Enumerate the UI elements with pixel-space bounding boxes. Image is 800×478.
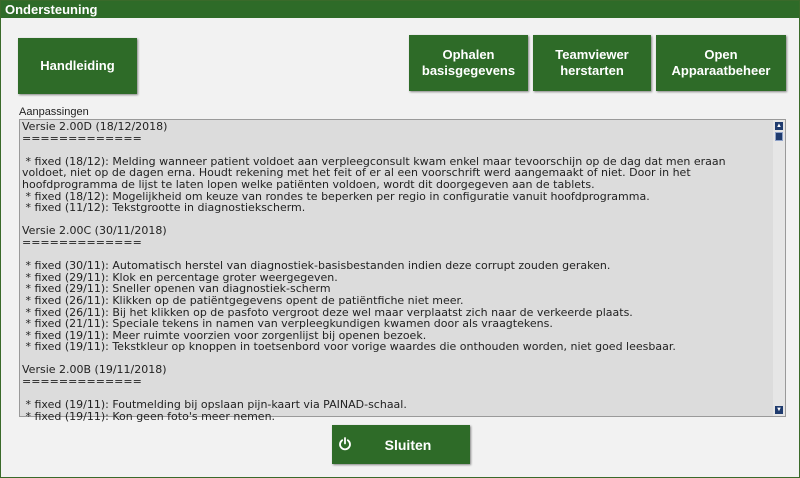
arrow-up-icon[interactable]: ▲ <box>776 123 782 129</box>
ophalen-label-line2: basisgegevens <box>421 63 516 78</box>
open-apparaatbeheer-button[interactable] <box>656 35 786 91</box>
apparaat-label-line2: Apparaatbeheer <box>671 63 771 78</box>
power-icon <box>338 437 352 451</box>
apparaat-label-line1: Open <box>704 47 738 62</box>
teamviewer-herstarten-button[interactable] <box>533 35 651 91</box>
sluiten-button[interactable] <box>332 425 470 464</box>
handleiding-button[interactable] <box>18 38 137 94</box>
changelog-textbox[interactable] <box>19 119 786 423</box>
handleiding-button-label: Handleiding <box>40 58 115 73</box>
teamviewer-label-line2: herstarten <box>560 63 624 78</box>
changelog-scrollbar[interactable] <box>773 120 785 416</box>
arrow-down-icon[interactable]: ▼ <box>776 407 782 413</box>
sluiten-button-label: Sluiten <box>384 436 432 453</box>
teamviewer-label-line1: Teamviewer <box>555 47 629 62</box>
scroll-thumb[interactable] <box>775 132 783 141</box>
window-title: Ondersteuning <box>1 1 799 18</box>
ophalen-label-line1: Ophalen <box>442 47 495 62</box>
ophalen-basisgegevens-button[interactable] <box>409 35 528 91</box>
aanpassingen-label: Aanpassingen <box>19 106 89 118</box>
changelog-text: Versie 2.00D (18/12/2018) ============= * fixed (18/12): Melding wanneer patient voldoet aan verpleegconsult kwam enkel maar tevoorschijn op de dag dat men eraan voldoet, niet op de dagen erna. Houdt rekening met het feit of er al een voorschrift werd aangemaakt of niet. Door in het hoofdprogramma de lijst te laten lopen welke patiënten voldoen, wordt dit doorgegeven aan de tablets. * fixed (18/12): Mogelijkheid om keuze van rondes te beperken per regio in configuratie vanuit hoofdprogramma. * fixed (11/12): Tekstgrootte in diagnostiekscherm. Versie 2.00C (30/11/2018) ============= * fixed (30/11): Automatisch herstel van diagnostiek-basisbestanden indien deze corrupt zouden geraken. * fixed (29/11): Klok en percentage groter weergegeven. * fixed (29/11): Sneller openen van diagnostiek-scherm * fixed (26/11): Klikken op de patiëntgegevens opent de patiëntfiche niet meer. * fixed (26/11): Bij het klikken op de pasfoto vergroot deze wel maar verplaatst zich naar de verkeerde plaats. * fixed (21/11): Speciale tekens in namen van verpleegkundigen kwamen door als vraagtekens. * fixed (19/11): Meer ruimte voorzien voor zorgenlijst bij openen bezoek. * fixed (19/11): Tekstkleur op knoppen in toetsenbord voor vorige waardes die onthouden worden, niet goed leesbaar. Versie 2.00B (19/11/2018) ============= * fixed (19/11): Foutmelding bij opslaan pijn-kaart via PAINAD-schaal. * fixed (19/11): Kon geen foto's meer nemen. <box>22 120 726 423</box>
